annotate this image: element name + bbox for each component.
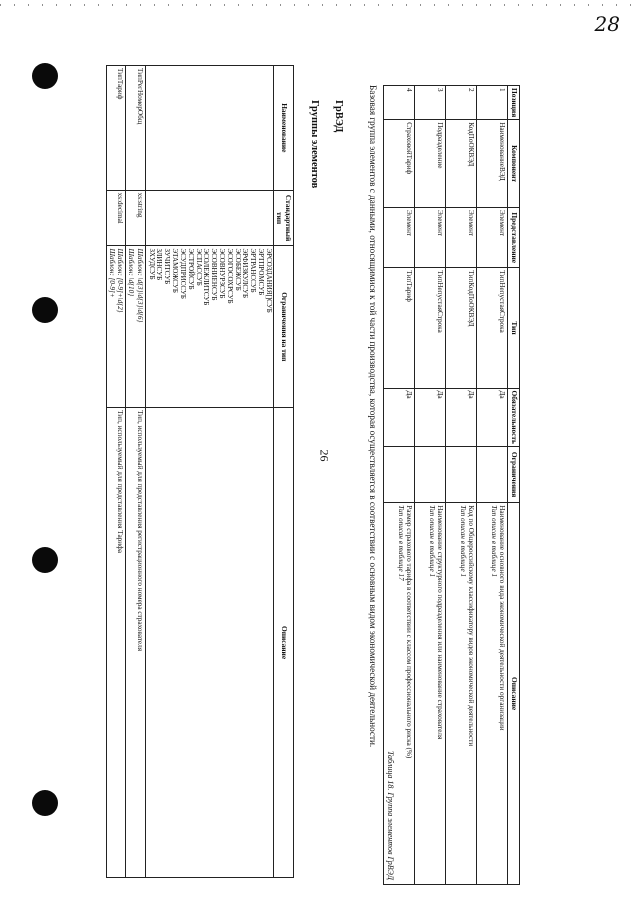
types-header-restriction: Ограничения на тип <box>273 246 293 408</box>
subsection-title: ГрВЭД <box>333 100 344 133</box>
types-cell-std: xs:string <box>126 190 146 246</box>
group-header-repr: Представление <box>508 208 520 268</box>
table-row: 4 СтраховойТариф Элемент ТипТариф Да Размер страхового тарифа в соответствии с классом профессионального риска (%) Тип описан в таблице 17 <box>384 86 415 885</box>
types-cell-description: Тип, используемый для представления регистрационного номера страхователя <box>126 408 146 878</box>
table-row: 2 КодПоОКВЭД Элемент ТипКодПоОКВЭД Да Код по Общероссийскому классификатору видов экономической деятельности Тип описан в таблице 1 <box>446 86 477 885</box>
group-table <box>383 85 520 885</box>
types-cell-name: ТипРегНомерОбщ <box>126 66 146 191</box>
types-header-std: Стандартный тип <box>273 190 293 246</box>
table-caption: Таблица 18. Группа элементов ГрВЭД <box>386 750 395 880</box>
group-header-desc: Описание <box>508 503 520 885</box>
types-table <box>106 65 294 878</box>
table-row: 1 НаименованиеВЭД Элемент ТипНепустаяСтрока Да Наименование основного вида экономической деятельности организации Тип описан в таблице 1 <box>477 86 508 885</box>
types-row-regnomer <box>126 66 146 878</box>
table-row: 3 Подразделение Элемент ТипНепустаяСтрока Да Наименование структурного подразделения или наименование страхователя Тип описан в таблице 1 <box>415 86 446 885</box>
types-row-tarif <box>106 66 126 878</box>
types-cell-std: xs:decimal <box>106 190 126 246</box>
types-header-name: Наименование <box>273 66 293 191</box>
types-header-description: Описание <box>273 408 293 878</box>
types-cell-restriction: Шаблон: [0-9]+\d{2} Шаблон: [0-9]+ <box>106 246 126 408</box>
continued-codes-list: ЭРСОЗДАНИЯ[]СУБ ЭРТПРОМСУБ ЭРТРАНССУБ ЭРФИЗКУЛСУБ ЭСОБЕЖСУБ ЭСОГОСОХРСУБ ЭСОВНУРЗСУБ ЭСОВНИЕНСУБ ЭСОЛЕЖЛИТСУБ ЭСПАССУБ ЭСТРОЙСУБ ЭСУДПРИССУБ ЭТАМОЖСУБ ЗУЧИТСУБ ЗЛИНСУБ ЗХУДСУБ <box>145 246 273 408</box>
section-title: Группы элементов <box>309 100 320 189</box>
section-paragraph: Базовая группа элементов с данными, относящимися к той части производства, которая осуществляется в соответствии с основным видом экономической деятельности. <box>368 85 378 748</box>
group-header-type: Тип <box>508 268 520 388</box>
types-table-header <box>273 66 293 878</box>
group-header-comp: Компонент <box>508 120 520 208</box>
types-cell-restriction: Шаблон: \d{3}\d{3}\d{6} Шаблон: \d{10} <box>126 246 146 408</box>
types-cell-name: ТипТариф <box>106 66 126 191</box>
page-number: 26 <box>317 449 332 462</box>
group-table-header <box>508 86 520 885</box>
types-continued-row <box>145 66 273 878</box>
group-header-restr: Ограничения <box>508 446 520 502</box>
group-header-req: Обязательность <box>508 388 520 446</box>
types-cell-description: Тип, используемый для представления Тарифа <box>106 408 126 878</box>
handwritten-page-number: 28 <box>594 12 620 36</box>
group-header-pos: Позиция <box>508 86 520 120</box>
